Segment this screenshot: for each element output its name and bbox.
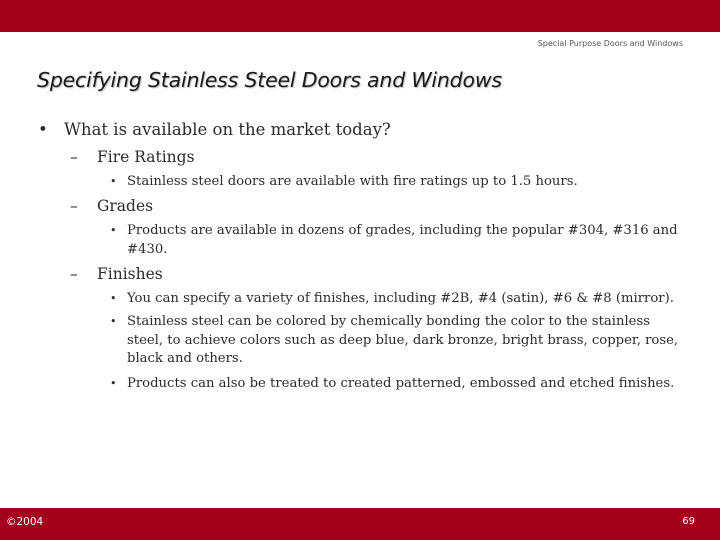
- dash-icon: –: [70, 148, 78, 166]
- bullet-icon: •: [110, 175, 117, 188]
- dash-icon: –: [70, 197, 78, 215]
- bottom-accent-bar: [0, 508, 720, 540]
- section-heading-text: Finishes: [97, 265, 163, 283]
- main-bullet-text: What is available on the market today?: [64, 120, 391, 139]
- bullet-icon: •: [110, 377, 117, 390]
- bullet-icon: •: [38, 120, 48, 139]
- slide-title: Specifying Stainless Steel Doors and Windows: [37, 68, 502, 92]
- header-caption: Special Purpose Doors and Windows: [537, 39, 683, 48]
- page-number: 69: [682, 516, 695, 527]
- bullet-icon: •: [110, 224, 117, 237]
- list-item-text: Stainless steel doors are available with fire ratings up to 1.5 hours.: [127, 174, 578, 189]
- top-accent-bar: [0, 0, 720, 32]
- copyright-text: ©2004: [6, 516, 44, 528]
- list-item-text: Products can also be treated to created patterned, embossed and etched finishes.: [127, 376, 675, 391]
- list-item-text: Products are available in dozens of grades, including the popular #304, #316 and #430.: [127, 223, 678, 257]
- section-heading-text: Grades: [97, 197, 154, 215]
- bullet-icon: •: [110, 292, 117, 305]
- dash-icon: –: [70, 265, 78, 283]
- list-item-text: You can specify a variety of finishes, including #2B, #4 (satin), #6 & #8 (mirror).: [127, 291, 674, 306]
- section-heading-text: Fire Ratings: [97, 148, 195, 166]
- list-item-text: Stainless steel can be colored by chemically bonding the color to the stainless steel, to achieve colors such as deep blue, dark bronze, bright brass, copper, rose, black and others.: [127, 314, 679, 366]
- bullet-icon: •: [110, 315, 117, 328]
